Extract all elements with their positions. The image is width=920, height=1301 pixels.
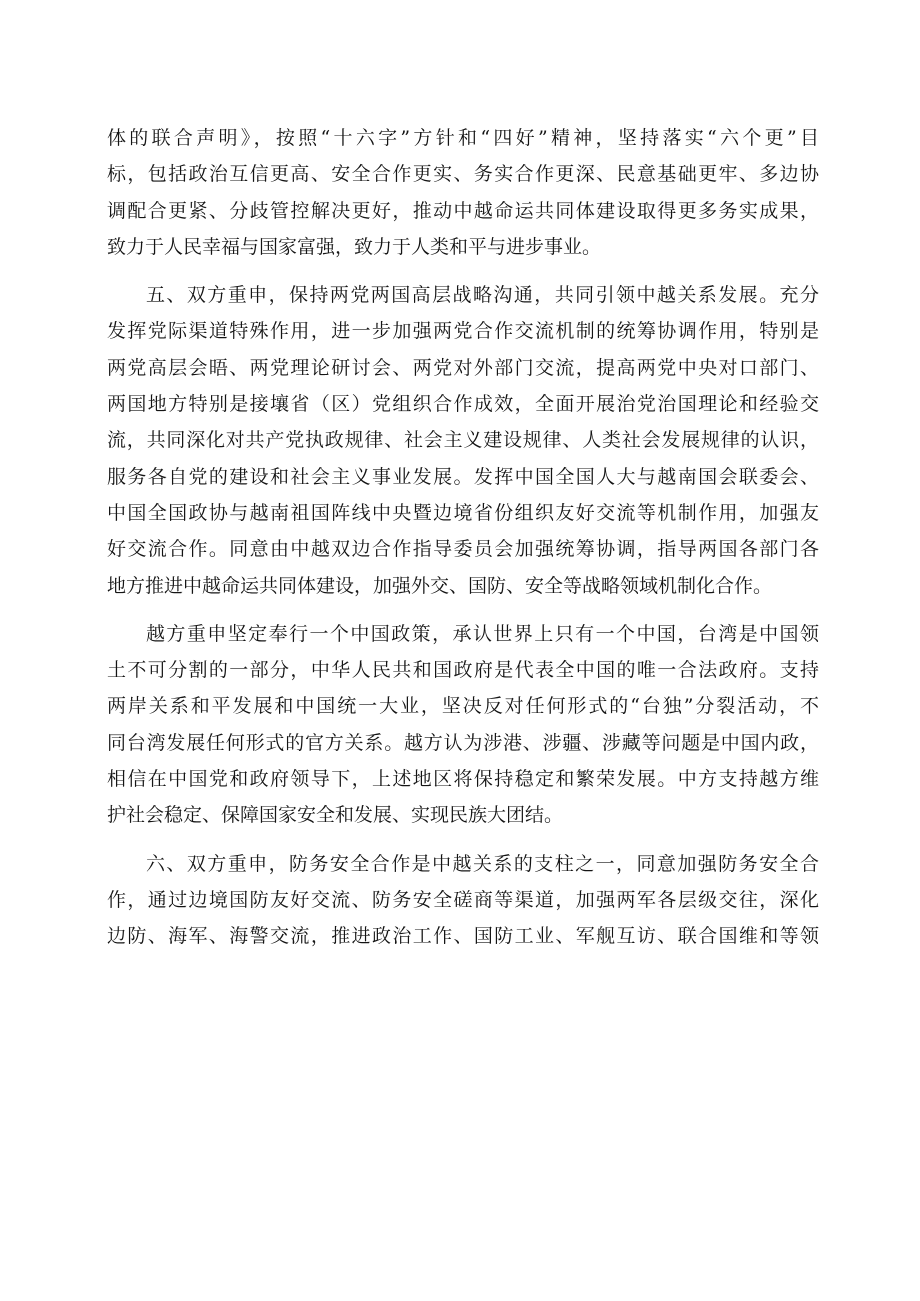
text-line: 流，共同深化对共产党执政规律、社会主义建设规律、人类社会发展规律的认识，: [107, 429, 819, 452]
text-line: 相信在中国党和政府领导下，上述地区将保持稳定和繁荣发展。中方支持越方维: [107, 768, 819, 791]
text-line: 两国地方特别是接壤省（区）党组织合作成效，全面开展治党治国理论和经验交: [107, 393, 819, 416]
paragraph-joint-statement-goals: [107, 120, 819, 265]
text-line: 发挥党际渠道特殊作用，进一步加强两党合作交流机制的统筹协调作用，特别是: [107, 320, 819, 343]
paragraph-section-six: [107, 846, 819, 955]
text-line: 好交流合作。同意由中越双边合作指导委员会加强统筹协调，指导两国各部门各: [107, 538, 819, 561]
text-line: 土不可分割的一部分，中华人民共和国政府是代表全中国的唯一合法政府。支持: [107, 659, 819, 682]
text-line: 地方推进中越命运共同体建设，加强外交、国防、安全等战略领域机制化合作。: [107, 574, 773, 597]
text-line: 两岸关系和平发展和中国统一大业，坚决反对任何形式的“台独”分裂活动，不: [107, 695, 819, 718]
text-line: 服务各自党的建设和社会主义事业发展。发挥中国全国人大与越南国会联委会、: [107, 465, 819, 488]
text-line: 护社会稳定、保障国家安全和发展、实现民族大团结。: [107, 804, 564, 827]
text-line: 调配合更紧、分歧管控解决更好，推动中越命运共同体建设取得更多务实成果，: [107, 199, 819, 222]
text-line: 同台湾发展任何形式的官方关系。越方认为涉港、涉疆、涉藏等问题是中国内政，: [107, 731, 819, 754]
text-line: 六、双方重申，防务安全合作是中越关系的支柱之一，同意加强防务安全合: [146, 852, 819, 875]
paragraph-one-china-policy: [107, 616, 819, 834]
text-line: 越方重申坚定奉行一个中国政策，承认世界上只有一个中国，台湾是中国领: [146, 622, 819, 645]
text-line: 两党高层会晤、两党理论研讨会、两党对外部门交流，提高两党中央对口部门、: [107, 356, 819, 379]
text-line: 五、双方重申，保持两党两国高层战略沟通，共同引领中越关系发展。充分: [146, 284, 819, 307]
document-body: [107, 120, 819, 955]
text-line: 致力于人民幸福与国家富强，致力于人类和平与进步事业。: [107, 235, 602, 258]
text-line: 体的联合声明》，按照“十六字”方针和“四好”精神，坚持落实“六个更”目: [107, 127, 819, 149]
paragraph-section-five: [107, 277, 819, 604]
text-line: 中国全国政协与越南祖国阵线中央暨边境省份组织友好交流等机制作用，加强友: [107, 501, 819, 524]
text-line: 标，包括政治互信更高、安全合作更实、务实合作更深、民意基础更牢、多边协: [107, 163, 819, 186]
text-line: 边防、海军、海警交流，推进政治工作、国防工业、军舰互访、联合国维和等领: [107, 925, 819, 948]
text-line: 作，通过边境国防友好交流、防务安全磋商等渠道，加强两军各层级交往，深化: [107, 888, 819, 911]
